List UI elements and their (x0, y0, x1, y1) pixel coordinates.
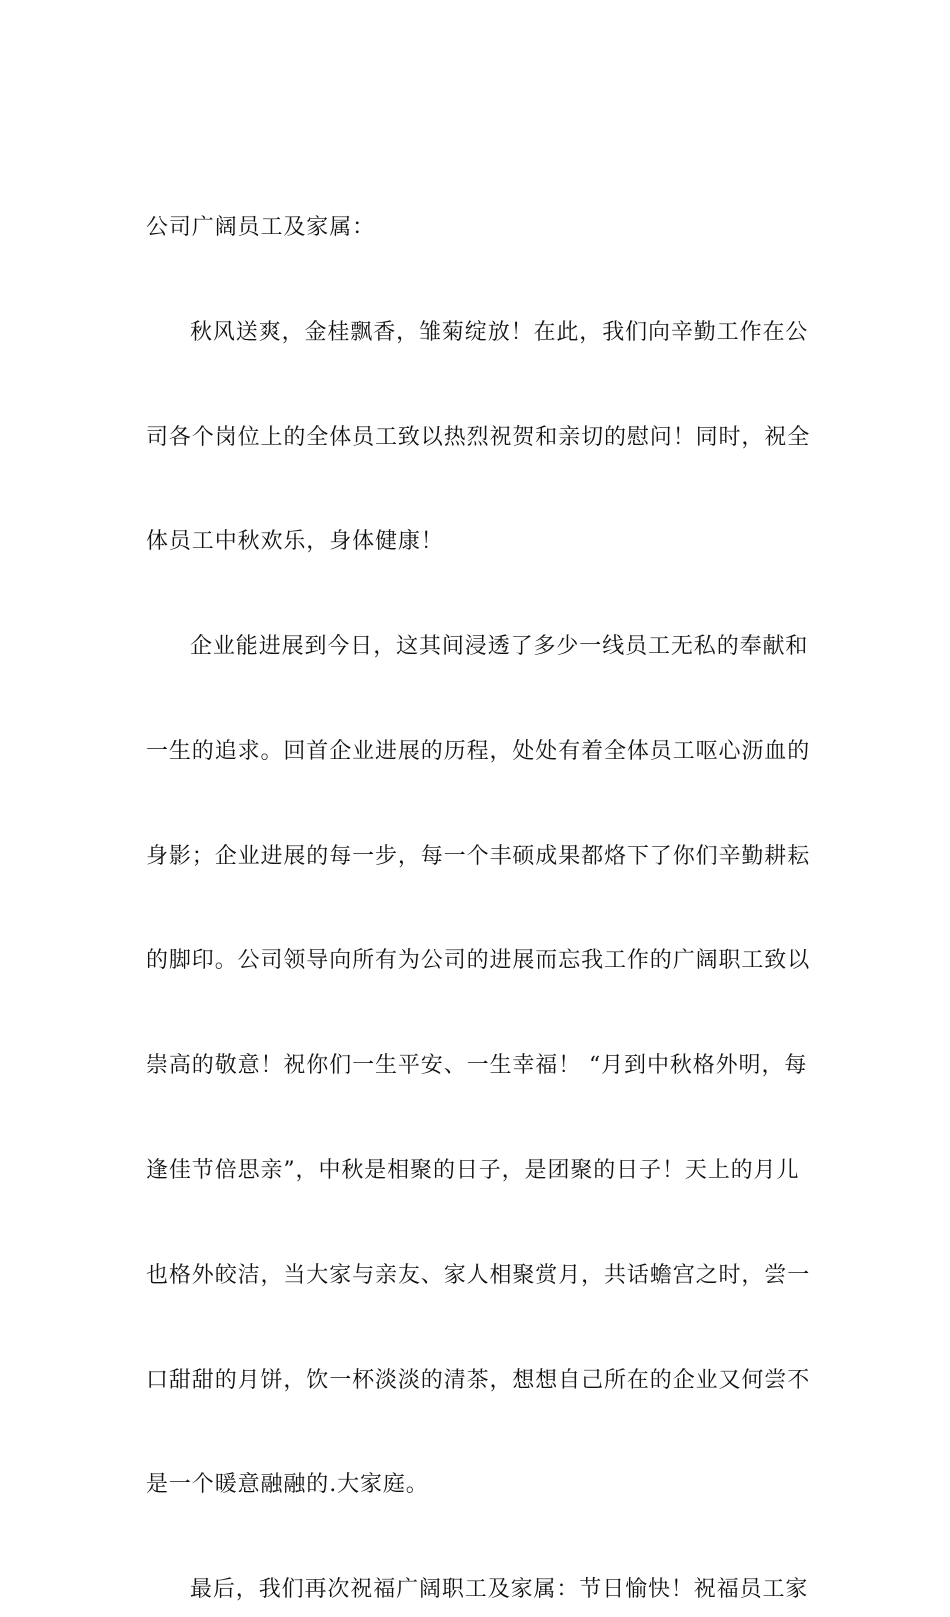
letter-body (146, 202, 810, 1617)
line-gap (146, 1197, 810, 1249)
line-gap (146, 1407, 810, 1459)
paragraph-line: 司各个岗位上的全体员工致以热烈祝贺和亲切的慰问！同时，祝全 (146, 424, 811, 450)
paragraph-gap (146, 254, 810, 306)
line-gap (146, 674, 810, 726)
line-gap (146, 1302, 810, 1354)
paragraph-line: 是一个暖意融融的.大家庭。 (146, 1472, 429, 1498)
paragraph-1 (146, 307, 810, 569)
line-gap (146, 1093, 810, 1145)
paragraph-3 (146, 1564, 810, 1616)
paragraph-line: 最后，我们再次祝福广阔职工及家属：节日愉快！祝福员工家 (190, 1577, 809, 1603)
paragraph-line: 企业能进展到今日，这其间浸透了多少一线员工无私的奉献和 (190, 634, 809, 660)
line-gap (146, 988, 810, 1040)
paragraph-line: 一生的追求。回首企业进展的历程，处处有着全体员工呕心沥血的 (146, 738, 811, 764)
paragraph-2 (146, 621, 810, 1512)
paragraph-line: 逢佳节倍思亲”，中秋是相聚的日子，是团聚的日子！天上的月儿 (146, 1158, 800, 1184)
line-gap (146, 883, 810, 935)
paragraph-line: 身影；企业进展的每一步，每一个丰硕成果都烙下了你们辛勤耕耘 (146, 843, 811, 869)
paragraph-line: 口甜甜的月饼，饮一杯淡淡的清茶，想想自己所在的企业又何尝不 (146, 1367, 811, 1393)
line-gap (146, 464, 810, 516)
paragraph-line: 体员工中秋欢乐，身体健康！ (146, 529, 444, 555)
paragraph-line: 的脚印。公司领导向所有为公司的进展而忘我工作的广阔职工致以 (146, 948, 811, 974)
paragraph-line: 秋风送爽，金桂飘香，雏菊绽放！在此，我们向辛勤工作在公 (190, 319, 809, 345)
paragraph-gap (146, 569, 810, 621)
paragraph-line: 崇高的敬意！祝你们一生平安、一生幸福！ “月到中秋格外明，每 (146, 1053, 808, 1079)
line-gap (146, 359, 810, 411)
line-gap (146, 778, 810, 830)
paragraph-line: 也格外皎洁，当大家与亲友、家人相聚赏月，共话蟾宫之时，尝一 (146, 1262, 811, 1288)
paragraph-gap (146, 1512, 810, 1564)
salutation: 公司广阔员工及家属： (146, 215, 376, 240)
